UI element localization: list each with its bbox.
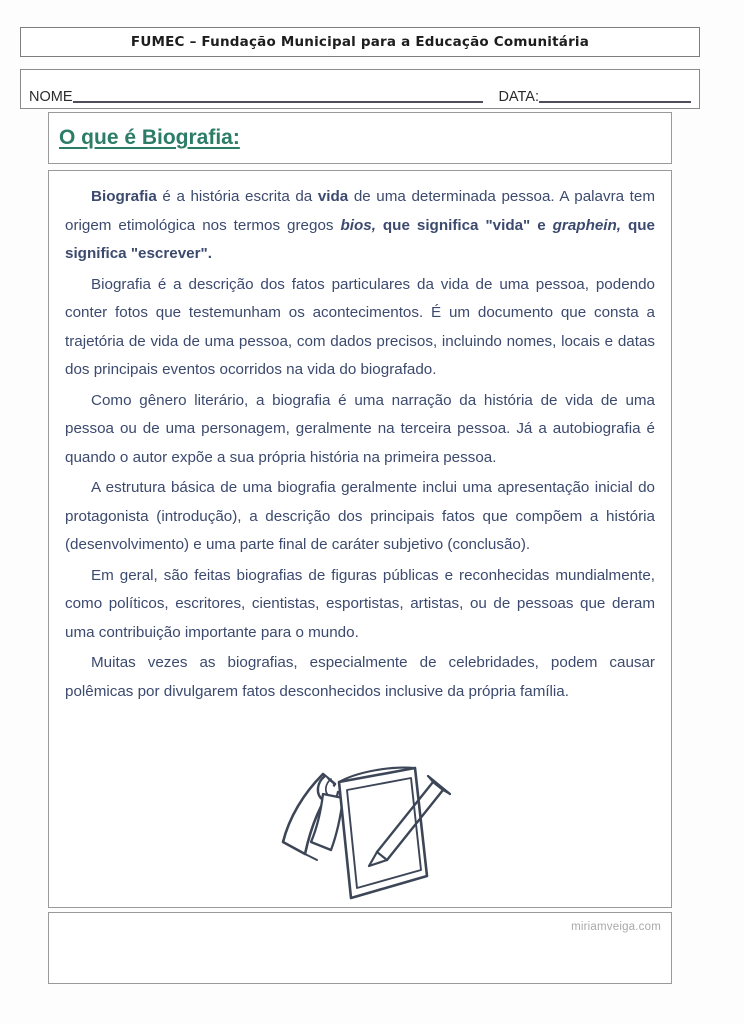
institution-name: FUMEC – Fundação Municipal para a Educação Comunitária: [130, 34, 590, 50]
lesson-content-box: [48, 170, 672, 908]
term-vida: vida: [317, 188, 349, 205]
term-graphein: graphein,: [552, 216, 622, 234]
p1-run-2: é a história escrita da: [156, 188, 318, 205]
term-bios: bios,: [340, 216, 376, 234]
paragraph-6: Muitas vezes as biografias, especialmente de celebridades, podem causar polêmicas por divulgarem fatos desconhecidos inclusive da própria família.: [65, 654, 655, 700]
paragraph-4: A estrutura básica de uma biografia geralmente inclui uma apresentação inicial do protagonista (introdução), a descrição dos principais fatos que compõem a história (desenvolvimento) e uma parte final de caráter subjetivo (conclusão).: [65, 479, 655, 553]
date-input-line[interactable]: [539, 101, 691, 103]
paragraph-5: Em geral, são feitas biografias de figuras públicas e reconhecidas mundialmente, como políticos, escritores, cientistas, esportistas, artistas, ou de pessoas que deram uma contribuição importante para o mundo.: [65, 566, 655, 641]
lesson-title-box: [48, 112, 672, 164]
paragraph-1: [65, 183, 655, 269]
illustration-wrapper: [49, 746, 671, 911]
p1-run-4: de uma determinada pessoa. A palavra tem origem etimológica nos termos gregos: [65, 188, 655, 234]
page-title: O que é Biografia:: [59, 126, 240, 149]
site-credit: miriamveiga.com: [571, 921, 661, 933]
student-fields-row: [29, 90, 691, 106]
p1-run-6: que significa "vida" e: [375, 216, 553, 234]
term-biografia: Biografia: [91, 188, 157, 205]
student-fields-box: [20, 69, 700, 109]
footer-box: [48, 912, 672, 984]
p1-run-8: que significa "escrever".: [65, 216, 655, 262]
name-label: NOME: [29, 88, 73, 105]
notepad-and-pencil-icon: [265, 746, 455, 911]
paragraph-2: Biografia é a descrição dos fatos particulares da vida de uma pessoa, podendo conter fotos que testemunham os acontecimentos. É um documento que consta a trajetória de vida de uma pessoa, com dados precisos, incluindo nomes, locais e datas dos principais eventos ocorridos na vida do biografado.: [65, 275, 655, 378]
name-input-line[interactable]: [73, 101, 483, 103]
institution-header-box: [20, 27, 700, 57]
date-label: DATA:: [498, 88, 539, 105]
paragraph-3: Como gênero literário, a biografia é uma narração da história de vida de uma pessoa ou de uma personagem, geralmente na terceira pessoa. Já a autobiografia é quando o autor expõe a sua própria história na primeira pessoa.: [65, 391, 655, 466]
